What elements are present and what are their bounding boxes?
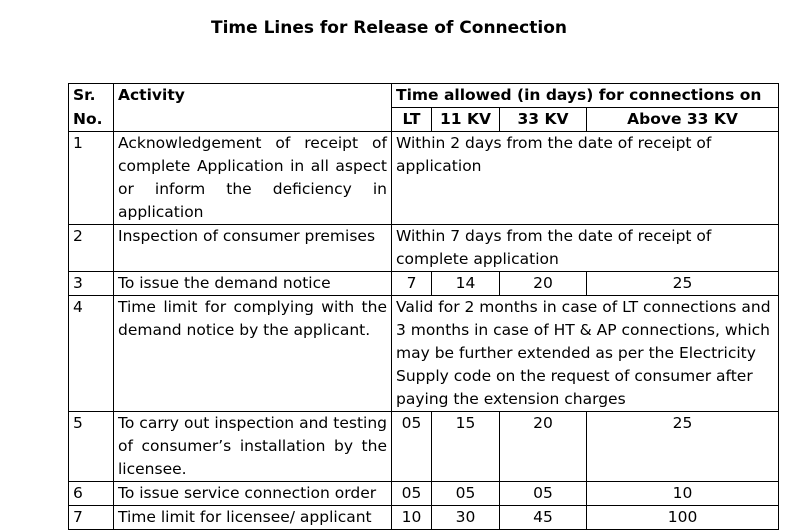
row-lt: 05	[392, 412, 432, 482]
header-sr-top: Sr.	[69, 84, 114, 108]
row-sr: 4	[69, 296, 114, 412]
header-time-allowed: Time allowed (in days) for connections on	[392, 84, 779, 108]
row-time: Within 7 days from the date of receipt of complete application	[392, 225, 779, 272]
header-activity-empty	[114, 108, 392, 132]
row-lt: 05	[392, 482, 432, 506]
row-activity: Acknowledgement of receipt of complete Application in all aspect or inform the deficiency in application	[114, 132, 392, 225]
row-sr: 3	[69, 272, 114, 296]
header-activity: Activity	[114, 84, 392, 108]
table-row	[69, 225, 779, 272]
row-sr: 7	[69, 506, 114, 530]
row-sr: 5	[69, 412, 114, 482]
row-sr: 2	[69, 225, 114, 272]
header-sr-bottom: No.	[69, 108, 114, 132]
row-activity: Time limit for complying with the demand notice by the applicant.	[114, 296, 392, 412]
document-title: Time Lines for Release of Connection	[210, 18, 567, 38]
row-activity: Time limit for licensee/ applicant	[114, 506, 392, 530]
row-33kv: 20	[500, 272, 587, 296]
table-row	[69, 296, 779, 412]
row-sr: 6	[69, 482, 114, 506]
table-row	[69, 132, 779, 225]
timelines-table	[68, 83, 779, 530]
row-above-33kv: 100	[587, 506, 779, 530]
row-above-33kv: 25	[587, 412, 779, 482]
row-11kv: 14	[432, 272, 500, 296]
header-33kv: 33 KV	[500, 108, 587, 132]
row-activity: To carry out inspection and testing of consumer’s installation by the licensee.	[114, 412, 392, 482]
table-row	[69, 272, 779, 296]
row-33kv: 05	[500, 482, 587, 506]
row-33kv: 20	[500, 412, 587, 482]
header-above-33kv: Above 33 KV	[587, 108, 779, 132]
row-time: Valid for 2 months in case of LT connections and 3 months in case of HT & AP connections, which may be further extended as per the Electricity Supply code on the request of consumer after paying the extension charges	[392, 296, 779, 412]
row-lt: 10	[392, 506, 432, 530]
header-11kv: 11 KV	[432, 108, 500, 132]
header-row-1	[69, 84, 779, 108]
header-lt: LT	[392, 108, 432, 132]
row-activity: To issue service connection order	[114, 482, 392, 506]
table-row	[69, 506, 779, 530]
row-activity: To issue the demand notice	[114, 272, 392, 296]
row-11kv: 30	[432, 506, 500, 530]
row-activity: Inspection of consumer premises	[114, 225, 392, 272]
row-sr: 1	[69, 132, 114, 225]
row-lt: 7	[392, 272, 432, 296]
table-row	[69, 412, 779, 482]
row-above-33kv: 10	[587, 482, 779, 506]
row-above-33kv: 25	[587, 272, 779, 296]
table-row	[69, 482, 779, 506]
row-11kv: 15	[432, 412, 500, 482]
row-time: Within 2 days from the date of receipt of application	[392, 132, 779, 225]
row-11kv: 05	[432, 482, 500, 506]
row-33kv: 45	[500, 506, 587, 530]
header-row-2	[69, 108, 779, 132]
